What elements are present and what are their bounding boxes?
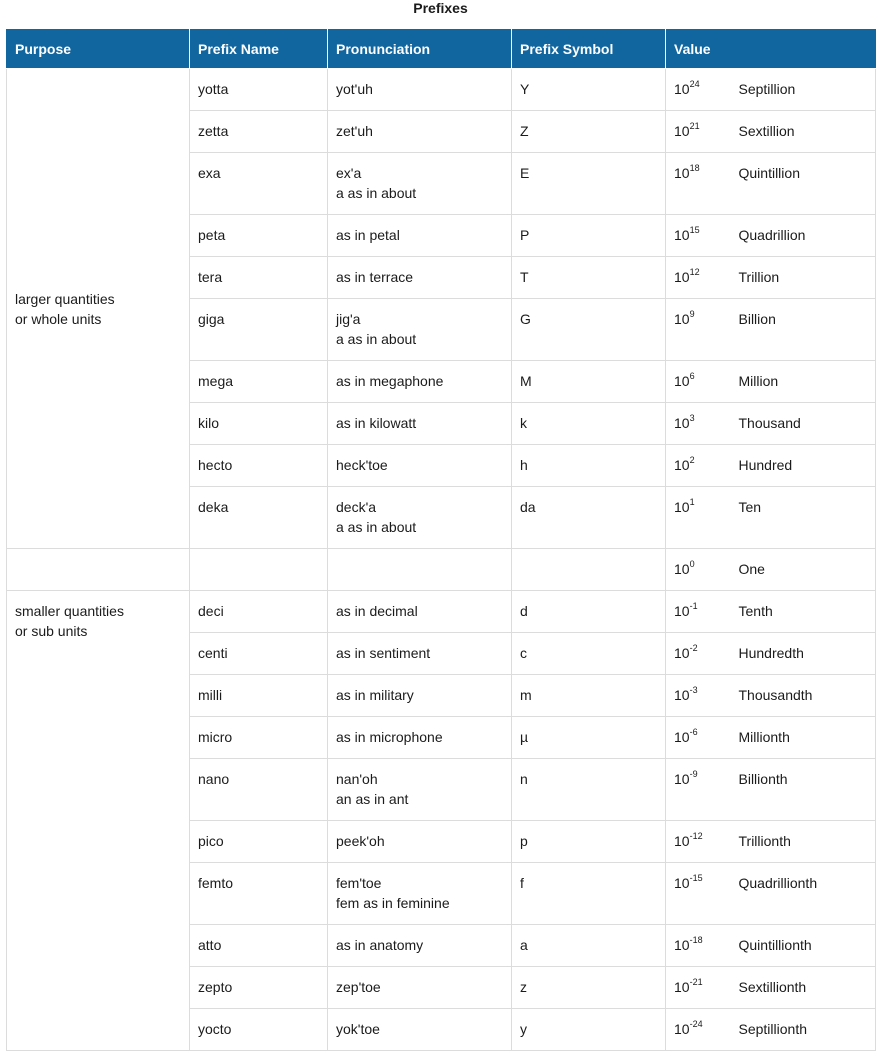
- prefix-name-cell: [190, 549, 328, 591]
- power-exponent: 2: [689, 455, 695, 466]
- prefix-symbol-cell: G: [512, 299, 666, 361]
- power-value-cell: [666, 445, 731, 487]
- power-base: 10: [674, 269, 690, 285]
- value-word-cell: Quadrillionth: [731, 863, 876, 925]
- power-value-cell: [666, 153, 731, 215]
- prefix-name-cell: tera: [190, 257, 328, 299]
- prefix-name-cell: nano: [190, 759, 328, 821]
- value-word-cell: Quintillionth: [731, 925, 876, 967]
- purpose-empty: [7, 549, 190, 591]
- power-exponent: -15: [689, 873, 703, 884]
- power-base: 10: [674, 123, 690, 139]
- power-value-cell: [666, 69, 731, 111]
- power-base: 10: [674, 771, 690, 787]
- header-prefix-symbol: Prefix Symbol: [512, 29, 666, 69]
- value-word-cell: Trillionth: [731, 821, 876, 863]
- prefix-symbol-cell: a: [512, 925, 666, 967]
- pronunciation-cell: as in decimal: [328, 591, 512, 633]
- power-exponent: 0: [689, 559, 695, 570]
- power-base: 10: [674, 373, 690, 389]
- value-word-cell: Hundred: [731, 445, 876, 487]
- power-value-cell: [666, 675, 731, 717]
- power-value-cell: [666, 361, 731, 403]
- power-value-cell: [666, 549, 731, 591]
- pronunciation-cell: as in petal: [328, 215, 512, 257]
- table-caption: Prefixes: [413, 0, 468, 16]
- power-base: 10: [674, 645, 690, 661]
- table-row: [7, 69, 876, 111]
- prefix-name-cell: zepto: [190, 967, 328, 1009]
- power-exponent: 21: [689, 121, 700, 132]
- prefix-symbol-cell: n: [512, 759, 666, 821]
- power-base: 10: [674, 311, 690, 327]
- power-exponent: 3: [689, 413, 695, 424]
- value-word-cell: Septillion: [731, 69, 876, 111]
- value-word-cell: Sextillion: [731, 111, 876, 153]
- value-word-cell: Million: [731, 361, 876, 403]
- power-exponent: 15: [689, 225, 700, 236]
- pronunciation-cell: peek'oh: [328, 821, 512, 863]
- power-value-cell: [666, 299, 731, 361]
- header-row: [7, 29, 876, 69]
- header-prefix-name: Prefix Name: [190, 29, 328, 69]
- power-exponent: -21: [689, 977, 703, 988]
- value-word-cell: Billionth: [731, 759, 876, 821]
- prefix-symbol-cell: c: [512, 633, 666, 675]
- prefix-symbol-cell: P: [512, 215, 666, 257]
- prefix-symbol-cell: k: [512, 403, 666, 445]
- pronunciation-cell: jig'a a as in about: [328, 299, 512, 361]
- power-base: 10: [674, 499, 690, 515]
- prefix-name-cell: mega: [190, 361, 328, 403]
- prefix-name-cell: yotta: [190, 69, 328, 111]
- power-base: 10: [674, 603, 690, 619]
- power-base: 10: [674, 979, 690, 995]
- header-value: Value: [666, 29, 876, 69]
- prefix-symbol-cell: d: [512, 591, 666, 633]
- power-exponent: 6: [689, 371, 695, 382]
- prefix-name-cell: femto: [190, 863, 328, 925]
- purpose-text: smaller quantities or sub units: [15, 603, 124, 639]
- prefix-symbol-cell: M: [512, 361, 666, 403]
- value-word-cell: Billion: [731, 299, 876, 361]
- value-word-cell: Thousand: [731, 403, 876, 445]
- prefix-name-cell: pico: [190, 821, 328, 863]
- value-word-cell: Ten: [731, 487, 876, 549]
- value-word-cell: Trillion: [731, 257, 876, 299]
- value-word-cell: Sextillionth: [731, 967, 876, 1009]
- power-value-cell: [666, 821, 731, 863]
- power-exponent: -2: [689, 643, 698, 654]
- prefix-symbol-cell: h: [512, 445, 666, 487]
- pronunciation-cell: heck'toe: [328, 445, 512, 487]
- power-base: 10: [674, 415, 690, 431]
- power-value-cell: [666, 487, 731, 549]
- value-word-cell: Quintillion: [731, 153, 876, 215]
- power-exponent: -12: [689, 831, 703, 842]
- power-base: 10: [674, 1021, 690, 1037]
- prefix-name-cell: exa: [190, 153, 328, 215]
- value-word-cell: Hundredth: [731, 633, 876, 675]
- pronunciation-cell: deck'a a as in about: [328, 487, 512, 549]
- power-value-cell: [666, 863, 731, 925]
- value-word-cell: Millionth: [731, 717, 876, 759]
- power-base: 10: [674, 875, 690, 891]
- power-base: 10: [674, 937, 690, 953]
- power-exponent: -1: [689, 601, 698, 612]
- prefix-symbol-cell: p: [512, 821, 666, 863]
- prefix-name-cell: micro: [190, 717, 328, 759]
- power-value-cell: [666, 257, 731, 299]
- power-base: 10: [674, 833, 690, 849]
- prefix-name-cell: deci: [190, 591, 328, 633]
- power-value-cell: [666, 717, 731, 759]
- power-exponent: -3: [689, 685, 698, 696]
- power-exponent: 24: [689, 79, 700, 90]
- pronunciation-cell: as in kilowatt: [328, 403, 512, 445]
- pronunciation-cell: [328, 549, 512, 591]
- prefix-name-cell: giga: [190, 299, 328, 361]
- prefix-symbol-cell: µ: [512, 717, 666, 759]
- value-word-cell: Thousandth: [731, 675, 876, 717]
- power-base: 10: [674, 457, 690, 473]
- prefix-symbol-cell: E: [512, 153, 666, 215]
- power-base: 10: [674, 227, 690, 243]
- pronunciation-cell: as in terrace: [328, 257, 512, 299]
- prefix-symbol-cell: m: [512, 675, 666, 717]
- prefix-symbol-cell: [512, 549, 666, 591]
- pronunciation-cell: nan'oh an as in ant: [328, 759, 512, 821]
- prefix-symbol-cell: T: [512, 257, 666, 299]
- prefix-name-cell: deka: [190, 487, 328, 549]
- power-value-cell: [666, 215, 731, 257]
- value-word-cell: Septillionth: [731, 1009, 876, 1051]
- prefix-symbol-cell: Z: [512, 111, 666, 153]
- power-exponent: -24: [689, 1019, 703, 1030]
- purpose-larger: [7, 69, 190, 549]
- prefix-name-cell: centi: [190, 633, 328, 675]
- pronunciation-cell: as in microphone: [328, 717, 512, 759]
- power-exponent: -6: [689, 727, 698, 738]
- power-value-cell: [666, 1009, 731, 1051]
- pronunciation-cell: yot'uh: [328, 69, 512, 111]
- purpose-text: larger quantities or whole units: [15, 290, 115, 327]
- prefix-name-cell: kilo: [190, 403, 328, 445]
- power-base: 10: [674, 561, 690, 577]
- pronunciation-cell: zet'uh: [328, 111, 512, 153]
- pronunciation-cell: ex'a a as in about: [328, 153, 512, 215]
- power-value-cell: [666, 925, 731, 967]
- prefix-name-cell: yocto: [190, 1009, 328, 1051]
- power-value-cell: [666, 403, 731, 445]
- power-exponent: 9: [689, 309, 695, 320]
- table-row: [7, 591, 876, 633]
- power-base: 10: [674, 165, 690, 181]
- pronunciation-cell: zep'toe: [328, 967, 512, 1009]
- power-value-cell: [666, 111, 731, 153]
- prefix-name-cell: zetta: [190, 111, 328, 153]
- pronunciation-cell: as in sentiment: [328, 633, 512, 675]
- prefix-symbol-cell: Y: [512, 69, 666, 111]
- prefix-name-cell: hecto: [190, 445, 328, 487]
- power-exponent: 18: [689, 163, 700, 174]
- pronunciation-cell: fem'toe fem as in feminine: [328, 863, 512, 925]
- prefix-name-cell: peta: [190, 215, 328, 257]
- power-base: 10: [674, 687, 690, 703]
- power-exponent: -9: [689, 769, 698, 780]
- value-word-cell: Tenth: [731, 591, 876, 633]
- pronunciation-cell: yok'toe: [328, 1009, 512, 1051]
- prefix-symbol-cell: z: [512, 967, 666, 1009]
- table-row: [7, 549, 876, 591]
- header-purpose: Purpose: [7, 29, 190, 69]
- power-base: 10: [674, 81, 690, 97]
- power-value-cell: [666, 633, 731, 675]
- prefix-name-cell: milli: [190, 675, 328, 717]
- power-value-cell: [666, 759, 731, 821]
- prefixes-table: [6, 29, 876, 1051]
- header-pronunciation: Pronunciation: [328, 29, 512, 69]
- power-value-cell: [666, 591, 731, 633]
- prefix-name-cell: atto: [190, 925, 328, 967]
- power-exponent: 12: [689, 267, 700, 278]
- value-word-cell: Quadrillion: [731, 215, 876, 257]
- prefix-symbol-cell: f: [512, 863, 666, 925]
- prefix-symbol-cell: da: [512, 487, 666, 549]
- pronunciation-cell: as in military: [328, 675, 512, 717]
- power-exponent: 1: [689, 497, 695, 508]
- prefix-symbol-cell: y: [512, 1009, 666, 1051]
- purpose-smaller: [7, 591, 190, 1051]
- pronunciation-cell: as in anatomy: [328, 925, 512, 967]
- power-exponent: -18: [689, 935, 703, 946]
- pronunciation-cell: as in megaphone: [328, 361, 512, 403]
- power-value-cell: [666, 967, 731, 1009]
- value-word-cell: One: [731, 549, 876, 591]
- power-base: 10: [674, 729, 690, 745]
